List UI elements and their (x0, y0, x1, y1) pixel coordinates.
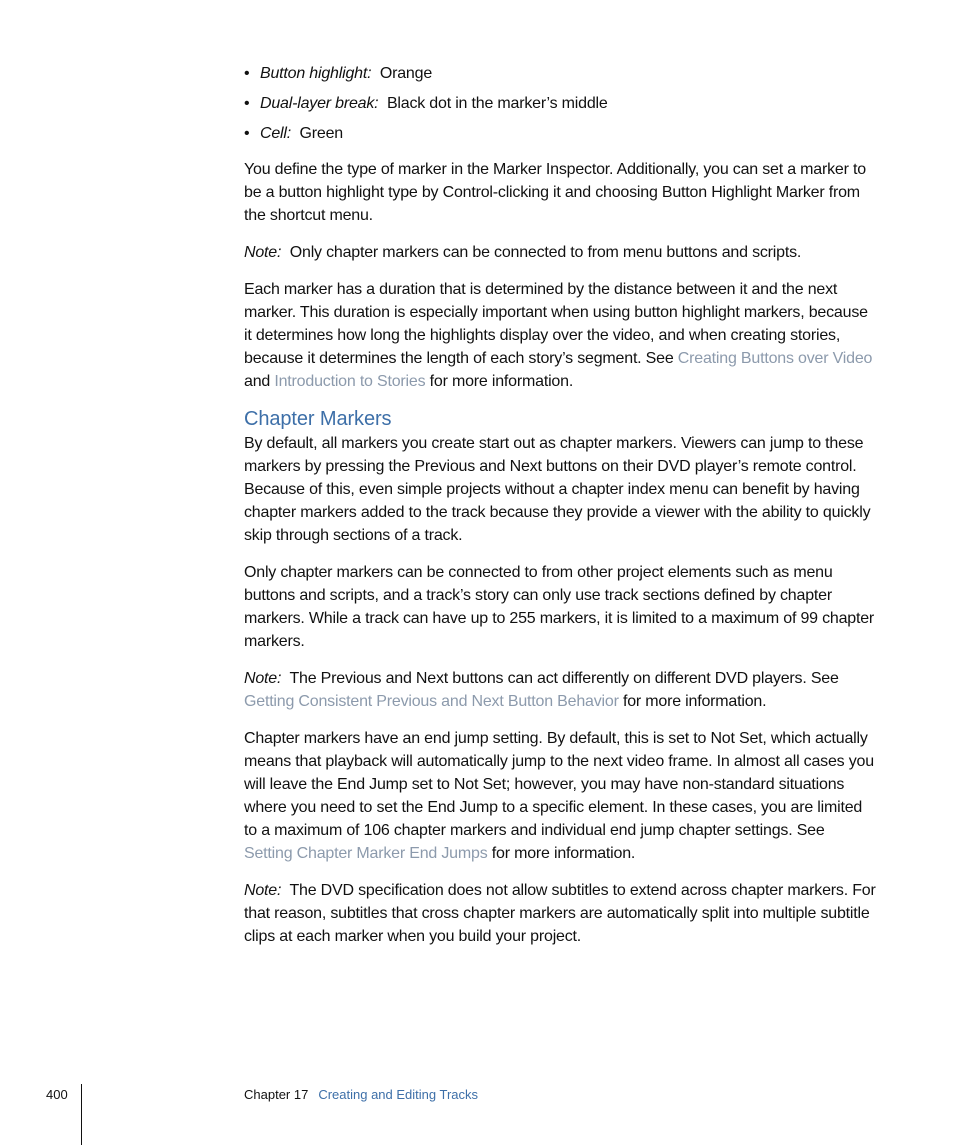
note-previous-next-buttons (244, 667, 876, 713)
chapter-label: Chapter 17 (244, 1087, 309, 1102)
note-label: Note: (244, 244, 282, 261)
bullet-term: Dual-layer break: (260, 95, 379, 112)
chapter-title-link[interactable]: Creating and Editing Tracks (318, 1087, 479, 1102)
bullet-text: Black dot in the marker’s middle (386, 95, 608, 112)
section-heading-chapter-markers: Chapter Markers (244, 408, 392, 430)
link-introduction-to-stories[interactable]: Introduction to Stories (274, 373, 426, 390)
bullet-item-dual-layer-break (244, 92, 876, 115)
page-number: 400 (46, 1087, 68, 1102)
paragraph-text: and (244, 373, 271, 390)
paragraph-text: for more information. (491, 845, 636, 862)
paragraph-text: Chapter markers have an end jump setting. By default, this is set to Not Set, which actually means that playback will automatically jump to the next video frame. In almost all cases you will leave the End Jump set to Not Set; however, you may have non-standard situations where you need to set the End Jump to a specific element. In these cases, you are limited to a maximum of 106 chapter markers and individual end jump chapter settings. See (244, 730, 874, 839)
bullet-dot: • (244, 95, 250, 112)
bullet-text: Green (299, 125, 343, 142)
bullet-term: Button highlight: (260, 65, 372, 82)
note-text: The DVD specification does not allow subtitles to extend across chapter markers. For that reason, subtitles that cross chapter markers are automatically split into multiple subtitle clips at each marker when you build your project. (244, 882, 876, 945)
bullet-term: Cell: (260, 125, 292, 142)
bullet-text: Orange (379, 65, 433, 82)
note-chapter-markers (244, 241, 876, 264)
paragraph-text: for more information. (429, 373, 574, 390)
paragraph-chapter-markers-default: By default, all markers you create start out as chapter markers. Viewers can jump to these markers by pressing the Previous and Next buttons on their DVD player’s remote control. Because of this, even simple projects without a chapter index menu can benefit by having chapter markers added to the track because they provide a viewer with the ability to quickly skip through sections of a track. (244, 435, 871, 544)
paragraph-text: Each marker has a duration that is determined by the distance between it and the next marker. This duration is especially important when using button highlight markers, because it determines how long the highlights display over the video, and when creating stories, because it determines the length of each story’s segment. See (244, 281, 868, 367)
link-creating-buttons-over-video[interactable]: Creating Buttons over Video (677, 350, 873, 367)
note-subtitles (244, 879, 876, 948)
link-setting-end-jumps[interactable]: Setting Chapter Marker End Jumps (244, 845, 488, 862)
bullet-item-button-highlight (244, 62, 876, 85)
paragraph-marker-inspector: You define the type of marker in the Marker Inspector. Additionally, you can set a marker to be a button highlight type by Control-clicking it and choosing Button Highlight Marker from the shortcut menu. (244, 161, 866, 224)
bullet-dot: • (244, 65, 250, 82)
note-text: for more information. (622, 693, 767, 710)
note-label: Note: (244, 882, 282, 899)
bullet-list (244, 62, 876, 145)
paragraph-marker-duration (244, 278, 876, 393)
bullet-item-cell (244, 122, 876, 145)
bullet-dot: • (244, 125, 250, 142)
footer-chapter (244, 1087, 478, 1102)
page-body (244, 62, 876, 962)
footer-divider (81, 1084, 82, 1145)
paragraph-end-jump (244, 727, 876, 865)
note-text: Only chapter markers can be connected to from menu buttons and scripts. (289, 244, 802, 261)
link-consistent-button-behavior[interactable]: Getting Consistent Previous and Next Button Behavior (244, 693, 619, 710)
note-text: The Previous and Next buttons can act differently on different DVD players. See (289, 670, 839, 687)
note-label: Note: (244, 670, 282, 687)
paragraph-chapter-markers-limits: Only chapter markers can be connected to from other project elements such as menu buttons and scripts, and a track’s story can only use track sections defined by chapter markers. While a track can have up to 255 markers, it is limited to a maximum of 99 chapter markers. (244, 564, 875, 650)
